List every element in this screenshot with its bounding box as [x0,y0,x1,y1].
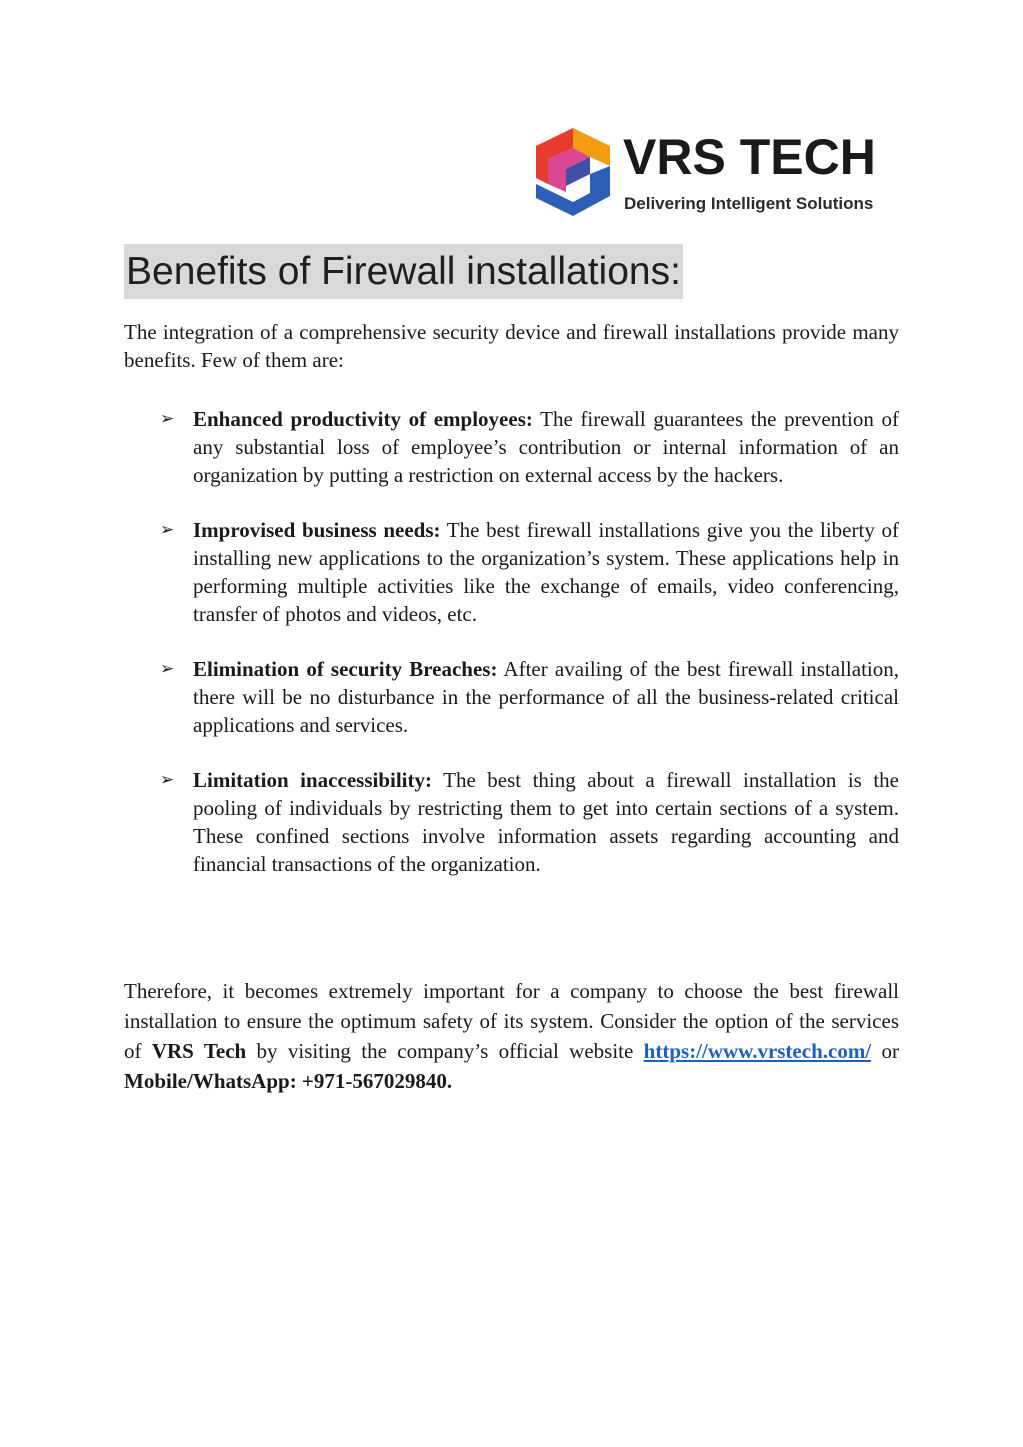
list-item [160,516,899,628]
arrowhead-bullet-icon: ➢ [160,770,175,790]
closing-text [124,976,899,1096]
intro-paragraph [124,318,899,374]
closing-text-part: Therefore, it becomes extremely important for a company to choose the best firewall installation to ensure the optimum safety of its system. Consider the option of the services of [124,979,899,1063]
contact-number: Mobile/WhatsApp: +971-567029840. [124,1069,453,1093]
closing-paragraph [124,976,899,1096]
bullet-title: Elimination of security Breaches: [193,657,498,681]
bullet-text: The best firewall installations give you the liberty of installing new applications to the organization’s system. These applications help in performing multiple activities like the exchange of emails, video conferencing, transfer of photos and videos, etc. [193,518,899,626]
list-item [160,405,899,489]
bullet-title: Improvised business needs: [193,518,441,542]
bullet-text: The firewall guarantees the prevention of any substantial loss of employee’s contribution or internal information of an organization by putting a restriction on external access by the hackers. [193,407,899,487]
website-link[interactable]: https://www.vrstech.com/ [643,1039,872,1063]
logo-name: VRS TECH [623,129,876,185]
logo-tagline: Delivering Intelligent Solutions [624,194,874,213]
bullet-text: After availing of the best firewall installation, there will be no disturbance in the performance of all the business-related critical applications and services. [193,657,899,737]
closing-text-part: or [871,1039,899,1063]
benefits-list [160,405,899,905]
intro-text: The integration of a comprehensive security device and firewall installations provide many benefits. Few of them are: [124,320,899,372]
arrowhead-bullet-icon: ➢ [160,659,175,679]
arrowhead-bullet-icon: ➢ [160,409,175,429]
page-title: Benefits of Firewall installations: [124,244,683,299]
bullet-title: Enhanced productivity of employees: [193,407,533,431]
bullet-title: Limitation inaccessibility: [193,768,432,792]
closing-text-part: by visiting the company’s official website [246,1039,644,1063]
company-logo [528,126,878,222]
list-item [160,766,899,878]
logo-mark-icon [528,126,618,222]
bullet-text: The best thing about a firewall installation is the pooling of individuals by restricting them to get into certain sections of a system. These confined sections involve information assets regarding accounting and financial transactions of the organization. [193,768,899,876]
company-name: VRS Tech [151,1039,247,1063]
list-item [160,655,899,739]
arrowhead-bullet-icon: ➢ [160,520,175,540]
